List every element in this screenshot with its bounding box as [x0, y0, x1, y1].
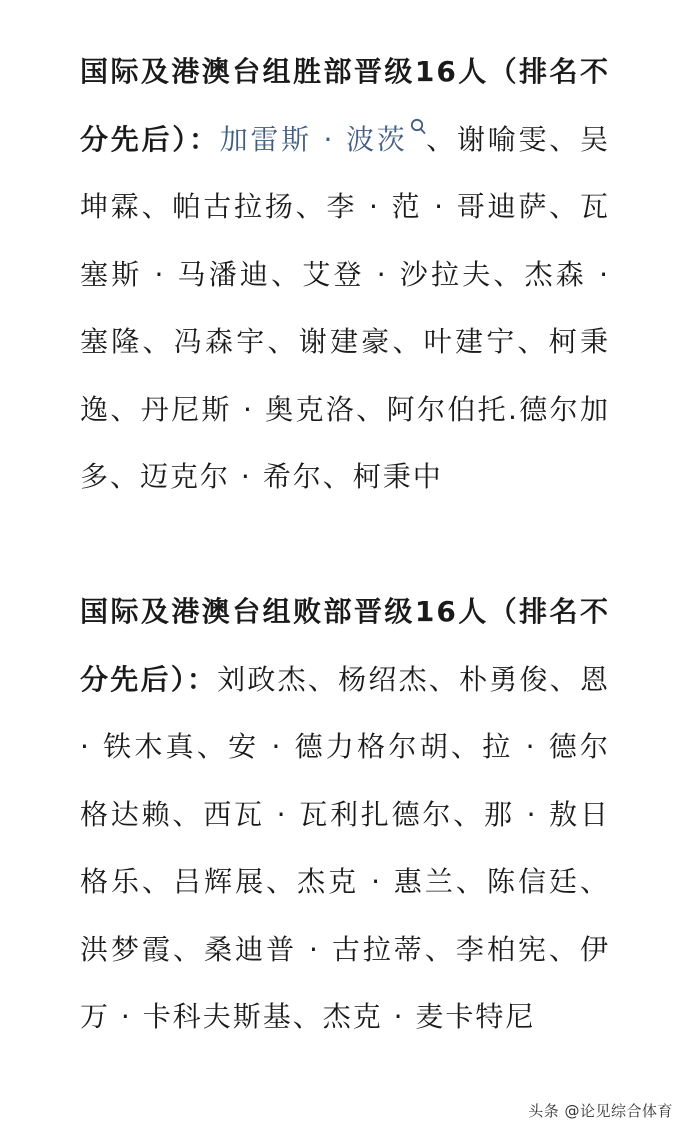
player-link-gareth-potts[interactable]: 加雷斯 · 波茨	[219, 122, 408, 156]
winners-bracket-players: 、谢喻雯、吴坤霖、帕古拉扬、李 · 范 · 哥迪萨、瓦塞斯 · 马潘迪、艾登 · 沙拉夫、杰森 · 塞隆、冯森宇、谢建豪、叶建宁、柯秉逸、丹尼斯 · 奥克洛、阿尔伯托.德尔加多、迈克尔 · 希尔、柯秉中	[80, 122, 610, 493]
search-icon[interactable]	[410, 118, 426, 140]
winners-bracket-paragraph	[80, 38, 610, 511]
losers-bracket-paragraph	[80, 578, 610, 1051]
losers-bracket-heading: 国际及港澳台组败部晋级16人（排名不分先后）：	[80, 595, 610, 696]
losers-bracket-players: 刘政杰、杨绍杰、朴勇俊、恩 · 铁木真、安 · 德力格尔胡、拉 · 德尔格达赖、西瓦 · 瓦利扎德尔、那 · 敖日格乐、吕辉展、杰克 · 惠兰、陈信廷、洪梦霞、桑迪普 · 古拉蒂、李柏宪、伊万 · 卡科夫斯基、杰克 · 麦卡特尼	[80, 662, 610, 1033]
watermark: 头条 @论见综合体育	[528, 1102, 673, 1120]
winners-bracket-heading: 国际及港澳台组胜部晋级16人（排名不分先后）：	[80, 55, 610, 156]
